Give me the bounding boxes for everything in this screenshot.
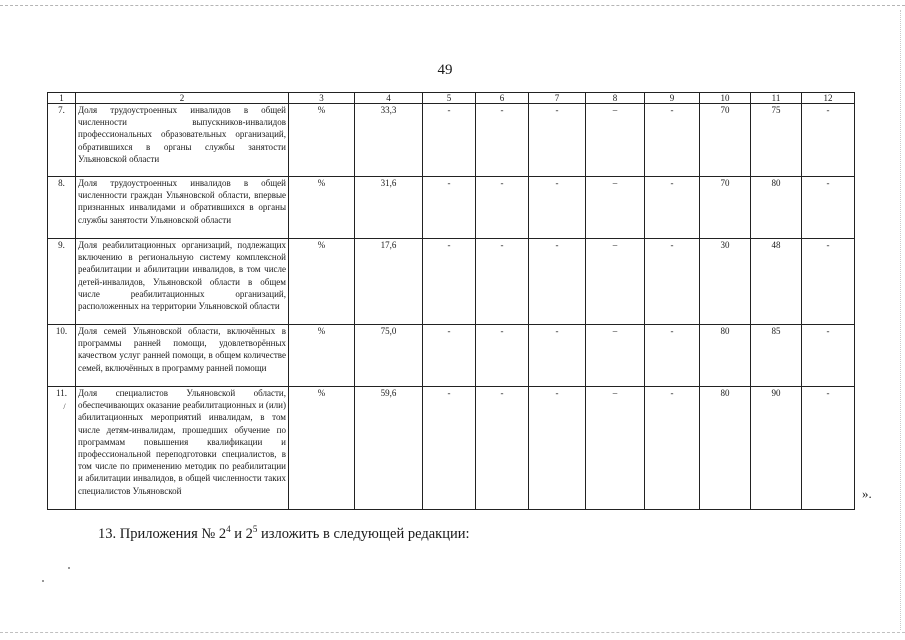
base-value-cell: 75,0 [355,325,423,387]
unit-cell: % [289,387,355,510]
value-cell: - [645,177,700,239]
header-cell: 7 [529,93,586,104]
paragraph-13 [98,526,798,543]
header-cell: 4 [355,93,423,104]
indicators-table [47,92,855,510]
page-number: 49 [437,62,453,78]
value-cell: - [645,239,700,325]
header-cell: 6 [476,93,529,104]
value-cell: - [529,325,586,387]
header-cell: 1 [48,93,76,104]
value-cell: 80 [700,325,751,387]
superscript-2: 5 [252,524,258,535]
value-cell: - [529,104,586,177]
table-row [48,239,855,325]
scan-speck [42,580,44,582]
indicator-name: Доля реабилитационных организаций, подлежащих включению в региональную систему комплексной реабилитации и абилитации инвалидов, в том числе детей-инвалидов, Ульяновской области в общем числе реабилитационных организаций, расположенных на территории Ульяновской области [76,239,289,325]
value-cell: - [476,325,529,387]
header-cell: 11 [751,93,802,104]
value-cell: 48 [751,239,802,325]
base-value-cell: 33,3 [355,104,423,177]
value-cell: 80 [700,387,751,510]
row-number [48,387,76,510]
value-cell: - [423,239,476,325]
closing-quote: ». [862,486,872,501]
value-cell: – [586,239,645,325]
value-cell: 90 [751,387,802,510]
value-cell: – [586,177,645,239]
scan-speck [68,567,70,569]
indicator-name: Доля трудоустроенных инвалидов в общей численности граждан Ульяновской области, впервые признанных инвалидами и обратившихся в органы службы занятости Ульяновской области [76,177,289,239]
value-cell: - [476,239,529,325]
value-cell: – [586,104,645,177]
value-cell: - [645,325,700,387]
row-number: 10. [48,325,76,387]
header-cell: 3 [289,93,355,104]
value-cell: - [423,325,476,387]
value-cell: - [423,177,476,239]
unit-cell: % [289,177,355,239]
value-cell: - [476,177,529,239]
value-cell: - [423,104,476,177]
header-cell: 5 [423,93,476,104]
unit-cell: % [289,239,355,325]
base-value-cell: 17,6 [355,239,423,325]
superscript-1: 4 [226,524,231,535]
value-cell: 70 [700,104,751,177]
value-cell: 80 [751,177,802,239]
margin-mark: / [63,402,66,412]
value-cell: - [529,387,586,510]
unit-cell: % [289,325,355,387]
indicator-name: Доля трудоустроенных инвалидов в общей численности выпускников-инвалидов профессиональных образовательных организаций, обратившихся в органы службы занятости Ульяновской области [76,104,289,177]
header-cell: 8 [586,93,645,104]
value-cell: 85 [751,325,802,387]
unit-cell: % [289,104,355,177]
table-row [48,104,855,177]
table-header-row [48,93,855,104]
row-number-label: 11. [56,388,67,398]
value-cell: - [529,239,586,325]
value-cell: - [645,104,700,177]
value-cell: - [802,104,855,177]
paragraph-suffix: изложить в следующей редакции: [257,526,470,542]
indicator-name: Доля специалистов Ульяновской области, обеспечивающих оказание реабилитационных и (или) абилитационных мероприятий инвалидам, в том числе детям-инвалидам, прошедших обучение по программам повышения квалификации и профессиональной переподготовки специалистов, в том числе по применению методик по реабилитации и абилитации инвалидов, в общей численности таких специалистов Ульяновской [76,387,289,510]
paragraph-middle: и 2 [230,526,253,542]
row-number: 9. [48,239,76,325]
scan-edge-right [899,10,901,630]
base-value-cell: 31,6 [355,177,423,239]
value-cell: – [586,387,645,510]
value-cell: 75 [751,104,802,177]
value-cell: - [476,387,529,510]
header-cell: 12 [802,93,855,104]
value-cell: 70 [700,177,751,239]
value-cell: - [423,387,476,510]
row-number: 8. [48,177,76,239]
header-cell: 10 [700,93,751,104]
table-row [48,177,855,239]
value-cell: - [802,239,855,325]
scan-edge-top [0,0,905,6]
table-row [48,387,855,510]
value-cell: - [802,177,855,239]
paragraph-prefix: 13. Приложения № 2 [98,526,227,542]
value-cell: - [645,387,700,510]
value-cell: - [802,387,855,510]
table-row [48,325,855,387]
value-cell: - [476,104,529,177]
header-cell: 9 [645,93,700,104]
indicator-name: Доля семей Ульяновской области, включённых в программы ранней помощи, удовлетворённых качеством услуг ранней помощи, в общем количестве семей, включённых в программу ранней помощи [76,325,289,387]
row-number: 7. [48,104,76,177]
header-cell: 2 [76,93,289,104]
scan-edge-bottom [0,632,905,640]
value-cell: 30 [700,239,751,325]
value-cell: - [529,177,586,239]
base-value-cell: 59,6 [355,387,423,510]
value-cell: – [586,325,645,387]
value-cell: - [802,325,855,387]
